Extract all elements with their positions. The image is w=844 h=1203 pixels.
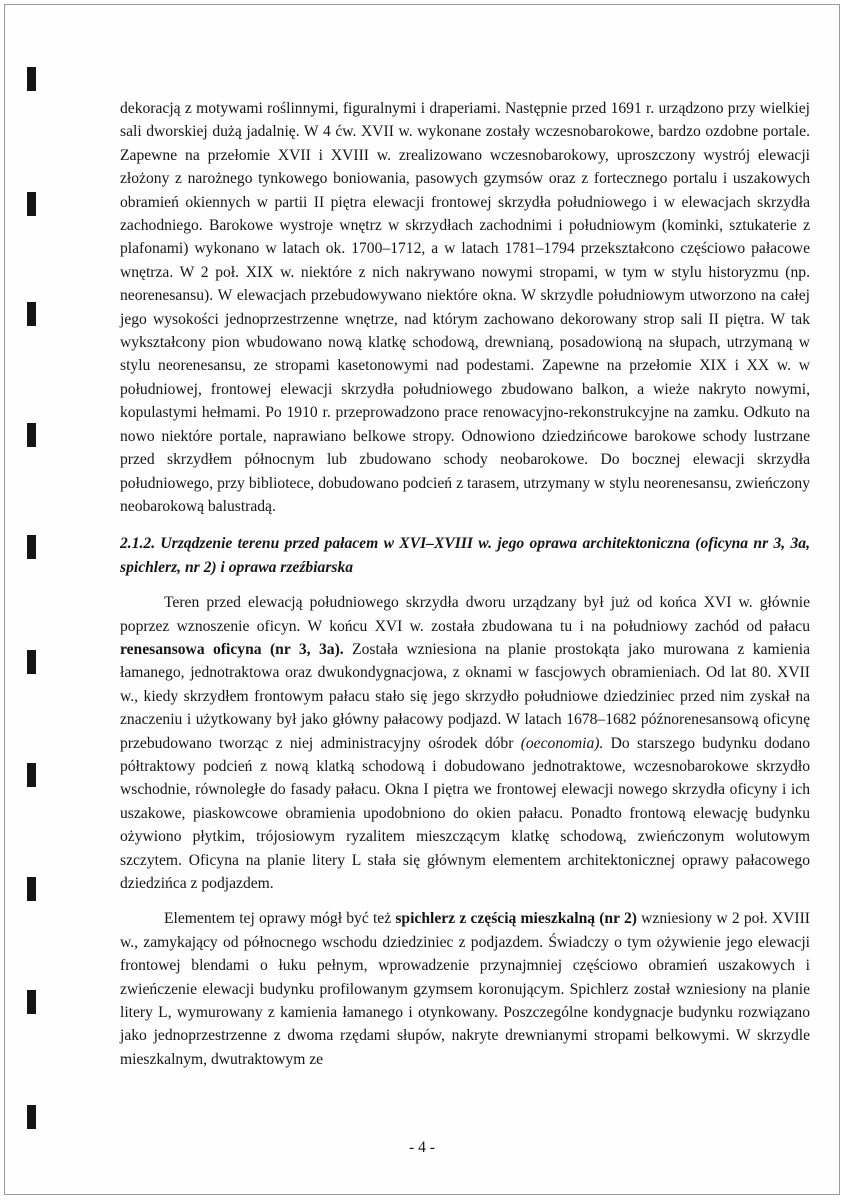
binding-mark (27, 67, 36, 91)
binding-mark (27, 535, 36, 559)
paragraph-outbuilding (120, 591, 810, 895)
binding-mark (27, 1105, 36, 1129)
bold-term-renaissance-outbuilding: renesansowa oficyna (nr 3, 3a). (120, 640, 344, 658)
section-heading: 2.1.2. Urządzenie terenu przed pałacem w XVI–XVIII w. jego oprawa architektoniczna (oficyna nr 3, 3a, spichlerz, nr 2) i oprawa rzeźbiarska (120, 535, 810, 576)
text-run: wzniesiony w 2 poł. XVIII w., zamykający od północnego wschodu dziedziniec z podjazdem. Świadczy o tym ożywienie jego elewacji frontowej blendami o łuku pełnym, wprowadzenie przynajmniej częściowo obramień uszakowych i zwieńczenie elewacji budynku profilowanym gzymsem koronującym. Spichlerz został wzniesiony na planie litery L, wymurowany z kamienia łamanego i otynkowany. Poszczególne kondygnacje budynku rozwiązano jako jednoprzestrzenne z dwoma rzędami słupów, nakryte drewnianymi stropami belkowymi. W skrzydle mieszkalnym, dwutraktowym ze (120, 910, 810, 1068)
text-run: Elementem tej oprawy mógł być też (164, 910, 396, 928)
binding-mark (27, 650, 36, 674)
binding-mark (27, 877, 36, 901)
binding-mark (27, 990, 36, 1014)
text-run: Do starszego budynku dodano półtraktowy podcień z nową klatką schodową i dobudowano jednotraktowe, wczesnobarokowe skrzydło wschodnie, równoległe do fasady pałacu. Okna I piętra we frontowej elewacji nowego skrzydła oficyny i ich uszakowe, piaskowcowe obramienia upodobniono do okien pałacu. Ponadto frontową elewację budynku ożywiono płytkim, trójosiowym ryzalitem mieszczącym klatkę schodową, zwieńczonym wolutowym szczytem. Oficyna na planie litery L stała się głównym elementem architektonicznej oprawy pałacowego dziedzińca z podjazdem. (120, 734, 810, 892)
bold-term-granary: spichlerz z częścią mieszkalną (nr 2) (395, 910, 637, 928)
document-body (120, 97, 810, 1071)
binding-mark (27, 423, 36, 447)
text-run: Została wzniesiona na planie prostokąta jako murowana z kamienia łamanego, jednotraktowa oraz dwukondygnacjowa, z oknami w fascjowych obramieniach. Od lat 80. XVII w., kiedy skrzydłem frontowym pałacu stało się jego skrzydło południowe dziedziniec przed nim zyskał na znaczeniu i użytkowany był jako główny pałacowy podjazd. W latach 1678–1682 późnorenesansową oficynę przebudowano tworząc z niej administracyjny ośrodek dóbr (120, 640, 810, 752)
binding-mark (27, 192, 36, 216)
page-number: - 4 - (409, 1139, 435, 1156)
document-page (4, 4, 840, 1195)
paragraph-granary (120, 907, 810, 1071)
binding-mark (27, 763, 36, 787)
binding-mark (27, 302, 36, 326)
italic-term-oeconomia: (oeconomia). (520, 734, 604, 752)
paragraph-interiors: dekoracją z motywami roślinnymi, figuralnymi i draperiami. Następnie przed 1691 r. urządzono przy wielkiej sali dworskiej dużą jadalnię. W 4 ćw. XVII w. wykonane zostały wczesnobarokowe, bardzo ozdobne portale. Zapewne na przełomie XVII i XVIII w. zrealizowano wczesnobarokowy, uproszczony wystrój elewacji złożony z narożnego tynkowego boniowania, pasowych gzymsów oraz z fortecznego portalu i uszakowych obramień okiennych w partii II piętra elewacji frontowej skrzydła południowego i w elewacjach skrzydła zachodniego. Barokowe wystroje wnętrz w skrzydłach zachodnimi i południowym (kominki, sztukaterie z plafonami) wykonano w latach ok. 1700–1712, a w latach 1781–1794 przekształcono częściowo pałacowe wnętrza. W 2 poł. XIX w. niektóre z nich nakrywano nowymi stropami, w tym w stylu historyzmu (np. neorenesansu). W elewacjach przebudowywano niektóre okna. W skrzydle południowym utworzono na całej jego wysokości jednoprzestrzenne wnętrze, nad którym zachowano dekorowany strop sali II piętra. W tak wykształcony pion wbudowano nową klatkę schodową, drewnianą, posadowioną na słupach, utrzymaną w stylu neorenesansu, ze stropami kasetonowymi nad podestami. Zapewne na przełomie XIX i XX w. w południowej, frontowej elewacji skrzydła południowego zbudowano balkon, a wieże nakryto nowymi, kopulastymi hełmami. Po 1910 r. przeprowadzono prace renowacyjno-rekonstrukcyjne na zamku. Odkuto na nowo niektóre portale, naprawiano belkowe stropy. Odnowiono dziedzińcowe barokowe schody lustrzane przed skrzydłem północnym lub zbudowano schody neobarokowe. Do bocznej elewacji skrzydła południowego, przy bibliotece, dobudowano podcień z tarasem, utrzymany w stylu neorenesansu, zwieńczony neobarokową balustradą. (120, 100, 810, 515)
text-run: Teren przed elewacją południowego skrzydła dworu urządzany był już od końca XVI w. głównie poprzez wznoszenie oficyn. W końcu XVI w. została zbudowana tu i na południowy zachód od pałacu (120, 594, 810, 635)
